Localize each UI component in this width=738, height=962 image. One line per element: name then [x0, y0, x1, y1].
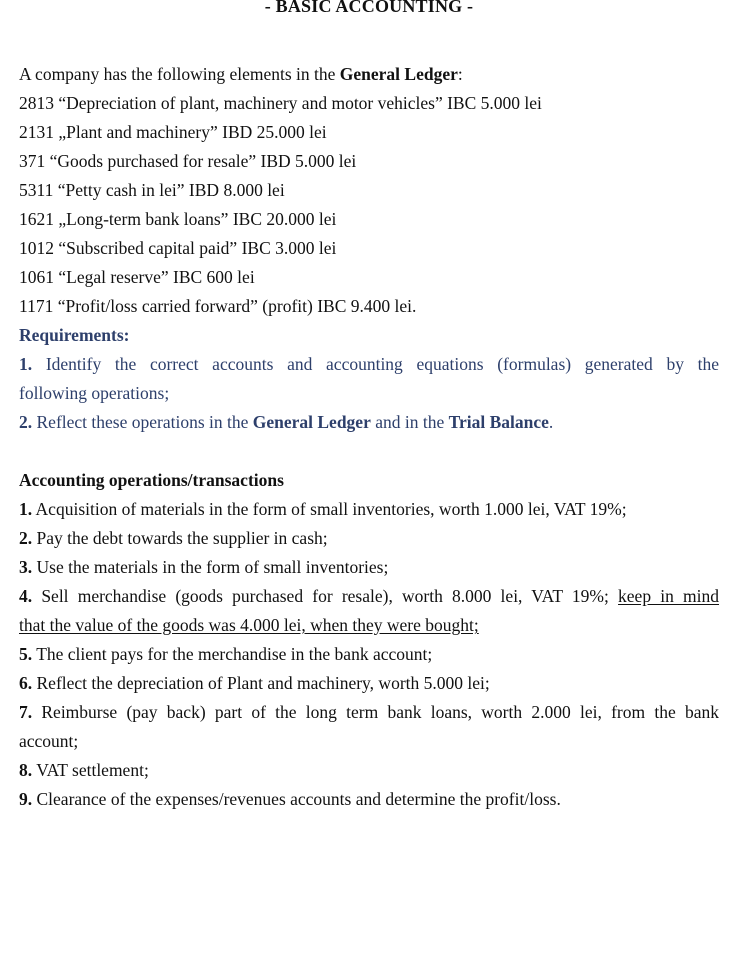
operation-text: Pay the debt towards the supplier in cash;	[36, 528, 328, 548]
trial-balance-term: Trial Balance	[448, 412, 549, 432]
operation-number: 4.	[19, 586, 33, 606]
operation-text: Reimburse (pay back) part of the long term bank loans, worth 2.000 lei, from the bank	[41, 702, 720, 722]
operations-section	[19, 466, 719, 814]
operation-4-line-1	[19, 582, 719, 611]
ledger-item: 5311 “Petty cash in lei” IBD 8.000 lei	[19, 180, 285, 200]
ledger-item: 2131 „Plant and machinery” IBD 25.000 lei	[19, 122, 327, 142]
operation-6	[19, 669, 719, 698]
operation-text: Clearance of the expenses/revenues accounts and determine the profit/loss.	[36, 789, 561, 809]
operation-8	[19, 756, 719, 785]
operation-4-note-end: that the value of the goods was 4.000 lei, when they were bought;	[19, 615, 479, 635]
operation-4-line-2	[19, 611, 719, 640]
requirement-2	[19, 408, 719, 437]
operation-number: 9.	[19, 789, 33, 809]
operation-number: 5.	[19, 644, 33, 664]
operation-text: VAT settlement;	[36, 760, 149, 780]
operation-number: 6.	[19, 673, 33, 693]
page-title: - BASIC ACCOUNTING -	[264, 0, 474, 16]
intro-tail: :	[457, 64, 463, 84]
ledger-item: 1621 „Long-term bank loans” IBC 20.000 lei	[19, 209, 337, 229]
operation-text: Use the materials in the form of small inventories;	[36, 557, 389, 577]
requirement-1-line-1	[19, 350, 719, 379]
operation-7-line-1	[19, 698, 719, 727]
operation-text: Acquisition of materials in the form of small inventories, worth 1.000 lei, VAT 19%;	[35, 499, 627, 519]
requirement-1-number: 1.	[19, 354, 33, 374]
operation-1	[19, 495, 719, 524]
operation-9	[19, 785, 719, 814]
operation-number: 7.	[19, 702, 33, 722]
operation-4-note-start: keep in mind	[618, 586, 720, 606]
operation-number: 1.	[19, 499, 33, 519]
operation-text: Reflect the depreciation of Plant and machinery, worth 5.000 lei;	[36, 673, 490, 693]
operation-7-line-2: account;	[19, 731, 79, 751]
operations-heading-text: Accounting operations/transactions	[19, 470, 284, 490]
operation-2	[19, 524, 719, 553]
ledger-item: 1171 “Profit/loss carried forward” (profit) IBC 9.400 lei.	[19, 296, 417, 316]
ledger-item: 1012 “Subscribed capital paid” IBC 3.000 lei	[19, 238, 337, 258]
ledger-item: 371 “Goods purchased for resale” IBD 5.000 lei	[19, 151, 357, 171]
ledger-item: 1061 “Legal reserve” IBC 600 lei	[19, 267, 255, 287]
ledger-item: 2813 “Depreciation of plant, machinery and motor vehicles” IBC 5.000 lei	[19, 93, 542, 113]
intro-bold: General Ledger	[339, 64, 458, 84]
requirement-2-pre: Reflect these operations in the	[36, 412, 253, 432]
requirement-1-text: Identify the correct accounts and accounting equations (formulas) generated by the	[45, 354, 720, 374]
operation-text: The client pays for the merchandise in the bank account;	[36, 644, 433, 664]
operation-3	[19, 553, 719, 582]
intro-line	[19, 60, 719, 89]
requirements-heading-text: Requirements:	[19, 325, 130, 345]
intro-text: A company has the following elements in the	[19, 64, 340, 84]
requirement-2-end: .	[548, 412, 554, 432]
ledger-section	[19, 60, 719, 437]
operations-heading	[19, 466, 719, 495]
operation-number: 2.	[19, 528, 33, 548]
requirements-heading	[19, 321, 719, 350]
operation-number: 8.	[19, 760, 33, 780]
requirement-2-number: 2.	[19, 412, 33, 432]
operation-text: Sell merchandise (goods purchased for resale), worth 8.000 lei, VAT 19%;	[41, 586, 619, 606]
requirement-1-line-2: following operations;	[19, 383, 170, 403]
requirement-2-mid: and in the	[370, 412, 449, 432]
operation-5	[19, 640, 719, 669]
general-ledger-term: General Ledger	[252, 412, 371, 432]
operation-number: 3.	[19, 557, 33, 577]
